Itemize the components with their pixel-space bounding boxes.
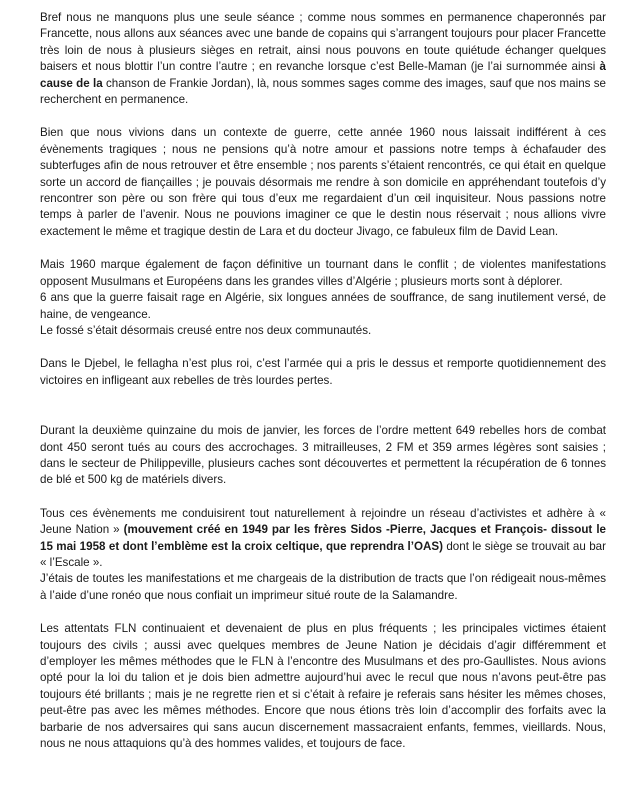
paragraph-spacer — [40, 489, 606, 506]
paragraph-divide — [40, 323, 606, 339]
paragraph-january-losses-text: Durant la deuxième quinzaine du mois de janvier, les forces de l’ordre mettent 649 rebelles hors de combat dont 450 seront tués au cours des accrochages. 3 mitrailleuses, 2 FM et 359 armes légères sont saisies ; dans le secteur de Philippeville, plusieurs caches sont découvertes et permettent la récupération de 6 tonnes de blé et 500 kg de matériels divers. — [40, 424, 606, 487]
paragraph-djebel — [40, 356, 606, 389]
paragraph-spacer — [40, 389, 606, 423]
paragraph-cinema-text-1: Bref nous ne manquons plus une seule séance ; comme nous sommes en permanence chaperonnés par Francette, nous allons aux séances avec une bande de copains qui s’arrangent toujours pour placer Francette très loin de nous à plusieurs sièges en retrait, ainsi nous pouvons en toute quiétude échanger quelques baisers et nous blottir l’un contre l’autre ; en revanche lorsque c’est Belle-Maman (je l’ai surnommée ainsi — [40, 11, 606, 74]
paragraph-spacer — [40, 339, 606, 356]
paragraph-1960-love — [40, 125, 606, 240]
paragraph-spacer — [40, 604, 606, 621]
paragraph-djebel-text: Dans le Djebel, le fellagha n’est plus roi, c’est l’armée qui a pris le dessus et remporte quotidiennement des victoires en infligeant aux rebelles de très lourdes pertes. — [40, 357, 606, 387]
paragraph-spacer — [40, 108, 606, 125]
paragraph-jeune-nation-bold: (mouvement créé en 1949 par les frères Sidos -Pierre, Jacques et François- dissout le 15 mai 1958 et dont l’emblème est la croix celtique, que reprendra l’OAS) — [40, 523, 606, 553]
paragraph-cinema-text-2: chanson de Frankie Jordan), là, nous sommes sages comme des images, sauf que nos mains se recherchent en permanence. — [40, 76, 606, 107]
paragraph-jeune-nation-text-1: Tous ces évènements me conduisirent tout naturellement à rejoindre un réseau d’activistes et adhère à « Jeune Nation » — [40, 506, 606, 537]
paragraph-cinema-bold: à cause de la — [40, 60, 606, 90]
paragraph-jeune-nation-text-2: dont le siège se trouvait au bar « l’Escale ». — [40, 539, 606, 569]
paragraph-1960-love-text: Bien que nous vivions dans un contexte de guerre, cette année 1960 nous laissait indifférent à ces évènements tragiques ; nous ne pensions qu’à notre amour et passions notre temps à échafauder des subterfuges afin de nous retrouver et être ensemble ; nos parents s’étaient rencontrés, ce qui était en quelque sorte un accord de fiançailles ; je pouvais désormais me rendre à son domicile en appréhendant toutefois d’y rencontrer son père ou son frère qui tous d’eux me regardaient d’un œil inquisiteur. Nous passions notre temps à parler de l’avenir. Nous ne pouvions imaginer ce que le destin nous réservait ; nous allions vivre exactement le même et tragique destin de Lara et du docteur Jivago, ce fabuleux film de David Lean. — [40, 126, 606, 238]
paragraph-tracts — [40, 571, 606, 604]
paragraph-january-losses — [40, 423, 606, 489]
paragraph-turning-point — [40, 257, 606, 290]
paragraph-attacks — [40, 621, 606, 752]
paragraph-attacks-text: Les attentats FLN continuaient et devenaient de plus en plus fréquents ; les principales victimes étaient toujours des civils ; aussi avec quelques membres de Jeune Nation je décidais d’agir différemment et d’employer les mêmes méthodes que le FLN à l’encontre des Musulmans et des pro-Gaullistes. Nous avions opté pour la loi du talion et je dois bien admettre aujourd’hui avec le recul que nous n’avons peut-être pas toujours été brillants ; mais je ne regrette rien et si c’était à refaire je referais sans hésiter les mêmes choses, peut-être pas avec les mêmes méthodes. Encore que nous étions très loin d’accomplir des forfaits avec la barbarie de nos adversaires qui sans aucun discernement massacraient enfants, femmes, vieillards. Nous, nous ne nous attaquions qu’à des hommes valides, et toujours de face. — [40, 622, 606, 751]
paragraph-cinema — [40, 10, 606, 108]
paragraph-spacer — [40, 240, 606, 257]
paragraph-six-years-text: 6 ans que la guerre faisait rage en Algérie, six longues années de souffrance, de sang inutilement versé, de haine, de vengeance. — [40, 291, 606, 321]
paragraph-tracts-text: J’étais de toutes les manifestations et me chargeais de la distribution de tracts que l’on rédigeait nous-mêmes à l’aide d’une ronéo que nous confiait un imprimeur situé route de la Salamandre. — [40, 572, 606, 602]
paragraph-divide-text: Le fossé s’était désormais creusé entre nos deux communautés. — [40, 323, 372, 337]
paragraph-turning-point-text: Mais 1960 marque également de façon définitive un tournant dans le conflit ; de violentes manifestations opposent Musulmans et Européens dans les grandes villes d’Algérie ; plusieurs morts sont à déplorer. — [40, 258, 606, 288]
paragraph-jeune-nation — [40, 506, 606, 572]
document-page — [40, 10, 606, 752]
paragraph-six-years — [40, 290, 606, 323]
